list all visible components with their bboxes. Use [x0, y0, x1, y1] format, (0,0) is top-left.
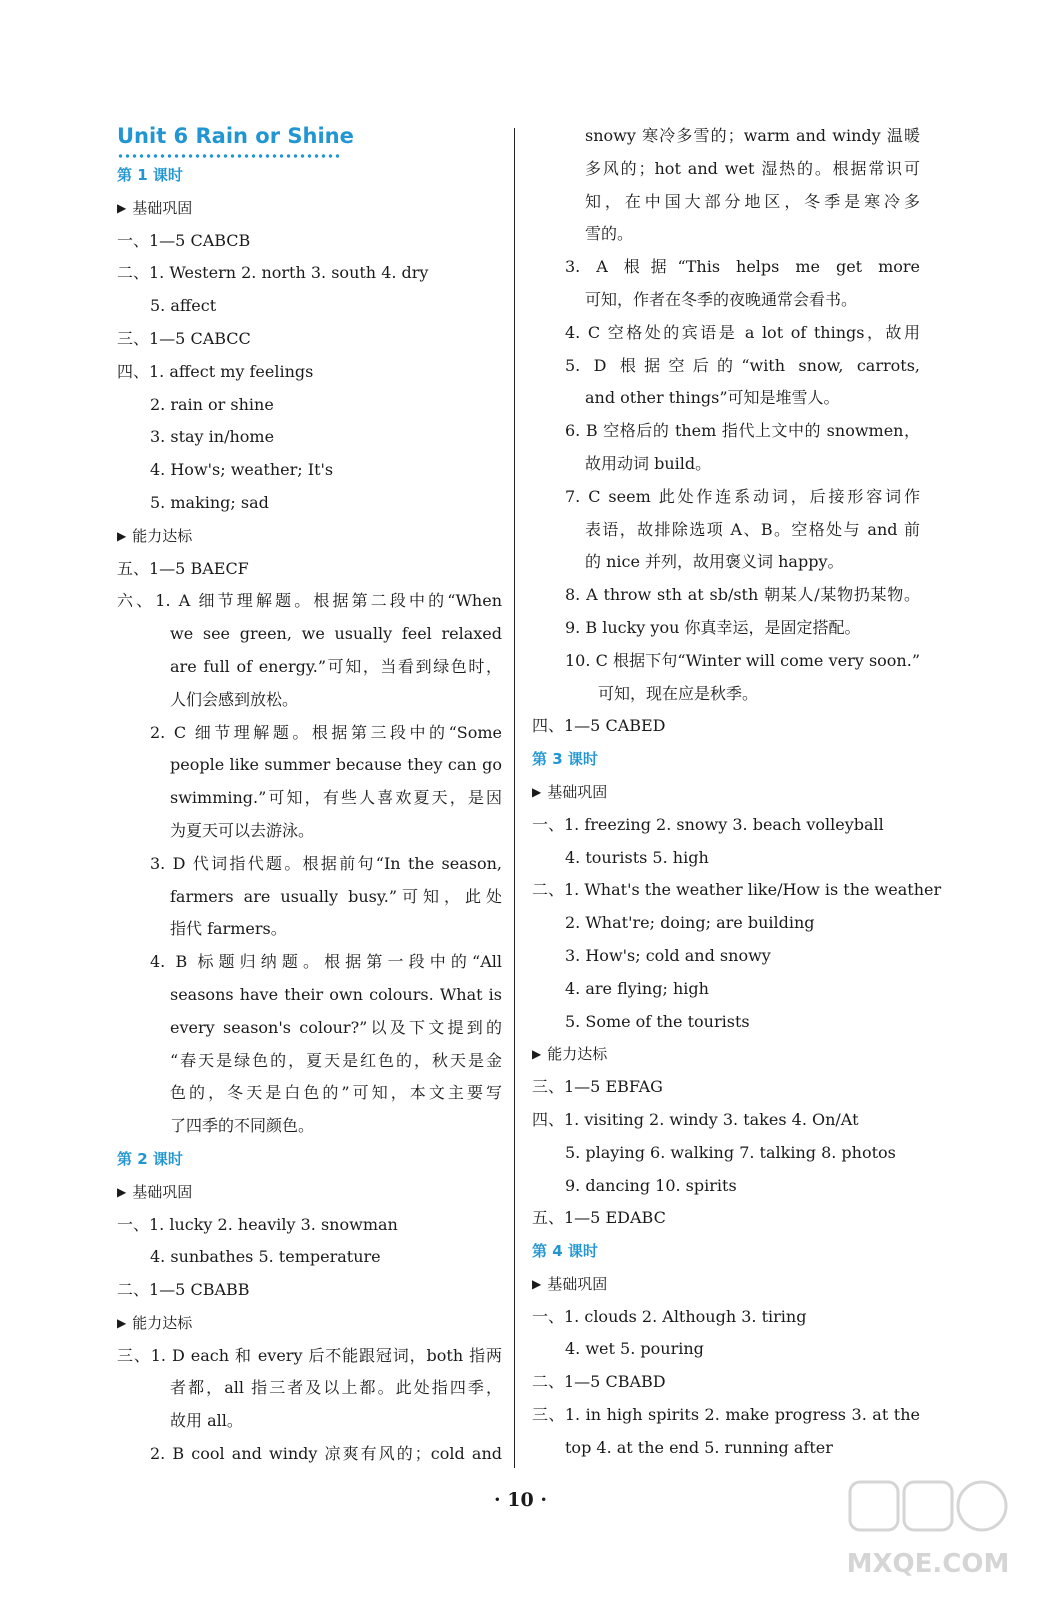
answer-line: snowy 寒冷多雪的；warm and windy 温暖 [585, 126, 920, 145]
answer-line: 指代 farmers。 [170, 919, 287, 939]
answer-line: 人们会感到放松。 [170, 689, 299, 709]
right-column [532, 120, 942, 1465]
answer-line: top 4. at the end 5. running after [565, 1437, 833, 1457]
answer-line: 三、1—5 EBFAG [532, 1077, 663, 1097]
answer-line: 了四季的不同颜色。 [170, 1116, 315, 1136]
left-column [117, 120, 502, 1471]
answer-line: 4. How's; weather; It's [150, 460, 334, 480]
answer-line: 5. making; sad [150, 492, 269, 512]
answer-line: 三、1. D each 和 every 后不能跟冠词，both 指两 [117, 1345, 502, 1365]
answer-line: are full of energy.”可知，当看到绿色时， [170, 656, 502, 676]
answer-line: 五、1—5 EDABC [532, 1208, 666, 1228]
answer-line: 5. affect [150, 296, 217, 316]
answer-line: 四、1—5 CABED [532, 716, 666, 736]
answer-line: 表语，故排除选项 A、B。空格处与 and 前 [585, 519, 920, 539]
answer-line: “春天是绿色的，夏天是红色的，秋天是金 [170, 1050, 502, 1070]
answer-line: 5. playing 6. walking 7. talking 8. photos [565, 1142, 896, 1162]
lesson-heading: 第 3 课时 [532, 750, 598, 769]
answer-line: 2. What're; doing; are building [565, 913, 815, 933]
watermark-logo [846, 1476, 1011, 1584]
answer-line: 一、1. lucky 2. heavily 3. snowman [117, 1214, 398, 1234]
answer-line: 可知，现在应是秋季。 [598, 683, 759, 703]
answer-line: 三、1—5 CABCC [117, 328, 251, 348]
answer-line: 3. D 代词指代题。根据前句“In the season, [150, 853, 502, 873]
answer-line: we see green, we usually feel relaxed [170, 624, 502, 644]
lesson-heading: 第 1 课时 [117, 166, 183, 184]
answer-line: 一、1—5 CABCB [117, 230, 251, 250]
lesson-heading: 第 2 课时 [117, 1149, 183, 1168]
answer-line: seasons have their own colours. What is [170, 984, 502, 1004]
answer-line: 7. C seem 此处作连系动词，后接形容词作 [565, 486, 920, 506]
answer-line: 者都，all 指三者及以上都。此处指四季， [170, 1378, 502, 1398]
section-heading: ▶ 基础巩固 [117, 192, 502, 225]
page-number: · 10 · [494, 1489, 547, 1511]
answer-line: 5. D 根据空后的“with snow, carrots, [565, 355, 920, 375]
answer-line: 2. B cool and windy 凉爽有风的；cold and [150, 1444, 502, 1464]
answer-line: 4. tourists 5. high [565, 847, 709, 867]
answer-line: 二、1—5 CBABD [532, 1372, 666, 1392]
answer-line: 二、1. Western 2. north 3. south 4. dry [117, 263, 429, 283]
answer-line: 3. How's; cold and snowy [565, 945, 771, 965]
section-heading: ▶ 基础巩固 [532, 1268, 920, 1301]
column-divider [514, 128, 515, 1468]
section-heading: ▶ 基础巩固 [117, 1176, 502, 1209]
answer-line: 知，在中国大部分地区，冬季是寒冷多 [585, 191, 920, 211]
answer-line: 一、1. freezing 2. snowy 3. beach volleyball [532, 814, 884, 834]
answer-line: 10. C 根据下句“Winter will come very soon.” [565, 650, 920, 670]
answer-line: 多风的；hot and wet 湿热的。根据常识可 [585, 158, 920, 178]
unit-title: Unit 6 Rain or Shine [117, 124, 354, 148]
answer-line: 六、1. A 细节理解题。根据第二段中的“When [117, 591, 502, 611]
answer-line: 4. sunbathes 5. temperature [150, 1247, 381, 1267]
answer-line: 的 nice 并列，故用褒义词 happy。 [585, 552, 844, 572]
section-heading: ▶ 能力达标 [117, 520, 502, 553]
section-heading: ▶ 能力达标 [117, 1307, 502, 1340]
answer-line: 2. rain or shine [150, 394, 274, 414]
answer-line: 五、1—5 BAECF [117, 558, 249, 578]
answer-line: 4. are flying; high [565, 978, 709, 998]
answer-line: every season's colour?”以及下文提到的 [170, 1017, 502, 1037]
answer-line: 4. B 标题归纳题。根据第一段中的“All [150, 952, 502, 972]
section-heading: ▶ 能力达标 [532, 1038, 920, 1071]
answer-line: 三、1. in high spirits 2. make progress 3. at the [532, 1405, 920, 1425]
answer-line: people like summer because they can go [170, 755, 502, 775]
answer-line: 2. C 细节理解题。根据第三段中的“Some [150, 722, 502, 742]
answer-line: 四、1. affect my feelings [117, 361, 314, 381]
answer-line: 3. stay in/home [150, 427, 275, 447]
answer-line: 6. B 空格后的 them 指代上文中的 snowmen， [565, 421, 920, 441]
answer-line: and other things”可知是堆雪人。 [585, 388, 840, 408]
section-heading: ▶ 基础巩固 [532, 776, 920, 809]
answer-line: 雪的。 [585, 224, 634, 244]
answer-line: 为夏天可以去游泳。 [170, 820, 315, 840]
answer-line: 故用 all。 [170, 1411, 243, 1431]
answer-line: 可知，作者在冬季的夜晚通常会看书。 [585, 289, 858, 309]
answer-line: 一、1. clouds 2. Although 3. tiring [532, 1306, 807, 1326]
answer-line: 3. A 根据“This helps me get more [565, 257, 920, 277]
answer-line: 4. wet 5. pouring [565, 1339, 704, 1359]
answer-line: 故用动词 build。 [585, 453, 712, 473]
answer-line: 9. dancing 10. spirits [565, 1175, 737, 1195]
answer-line: 4. C 空格处的宾语是 a lot of things，故用 [565, 322, 920, 342]
answer-line: 9. B lucky you 你真幸运，是固定搭配。 [565, 617, 861, 637]
answer-line: 二、1—5 CBABB [117, 1280, 250, 1300]
answer-line: farmers are usually busy.”可知，此处 [170, 886, 502, 906]
answer-line: 色的，冬天是白色的”可知，本文主要写 [170, 1083, 502, 1103]
answer-line: 二、1. What's the weather like/How is the weather [532, 880, 942, 900]
answer-line: 四、1. visiting 2. windy 3. takes 4. On/At [532, 1109, 859, 1129]
answer-line: swimming.”可知，有些人喜欢夏天，是因 [170, 788, 502, 808]
answer-line: 5. Some of the tourists [565, 1011, 750, 1031]
watermark-text: MXQE.COM [846, 1549, 1010, 1579]
lesson-heading: 第 4 课时 [532, 1242, 598, 1261]
answer-line: 8. A throw sth at sb/sth 朝某人/某物扔某物。 [565, 585, 920, 605]
